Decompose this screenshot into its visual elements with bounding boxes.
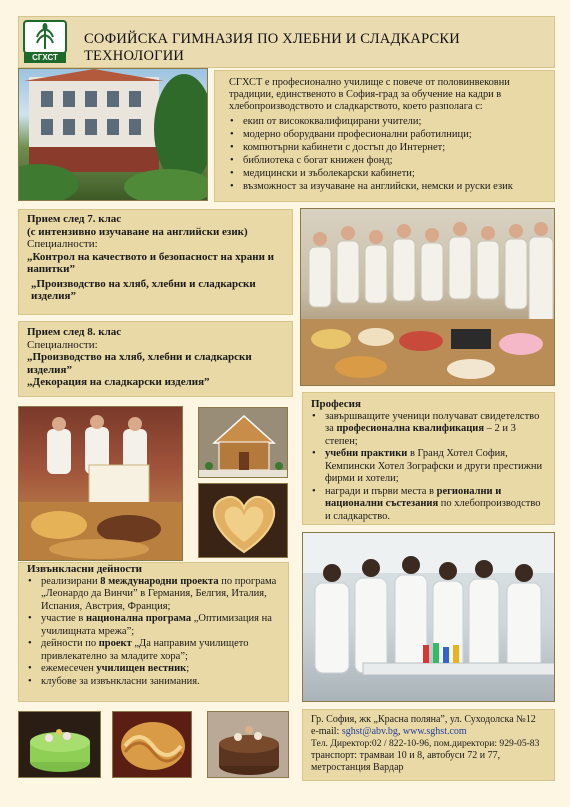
- admission-8-panel: [18, 321, 293, 397]
- list-item: • екип от висококвалифицирани учители;: [229, 115, 544, 128]
- item-text: в Гранд Хотел София, Кемпински Хотел Зографски и други престижни фирми и хотели;: [325, 448, 543, 484]
- extracurricular-title: Извънкласни дейности: [27, 563, 142, 575]
- email-line: e-mail: sghst@abv.bg, www.sghst.com: [311, 726, 467, 737]
- list-item: • библиотека с богат книжен фонд;: [229, 154, 544, 167]
- specialty-1: „Производство на хляб, хлебни и сладкарски изделия”: [27, 351, 252, 376]
- list-item: [27, 663, 280, 676]
- item-bold: проект: [98, 638, 132, 649]
- heart-cake-photo: [198, 483, 288, 558]
- list-item: [311, 411, 546, 449]
- metro: метростанция Вардар: [311, 762, 404, 773]
- list-item: [27, 638, 280, 663]
- list-item: • модерно оборудвани професионални работилници;: [229, 128, 544, 141]
- contacts-panel: [302, 709, 555, 781]
- email-link[interactable]: sghst@abv.bg: [341, 726, 398, 737]
- item-text: дейности по: [41, 638, 99, 649]
- list-item: [311, 448, 546, 486]
- item-text: награди и първи места в: [325, 485, 437, 497]
- website-link[interactable]: www.sghst.com: [402, 726, 467, 737]
- admission-7-subtitle: (с интензивно изучаване на английски език): [27, 225, 248, 238]
- profession-title: Професия: [311, 398, 361, 410]
- school-building-photo: [18, 68, 208, 201]
- item-bold: национална програма: [85, 613, 192, 624]
- item-bold: училищен вестник: [96, 663, 187, 674]
- item-bold: 8 международни проекта: [100, 575, 219, 587]
- email-label: e-mail:: [311, 726, 342, 737]
- green-cake-photo: [18, 711, 101, 778]
- item-text: – 2 и 3 степен;: [325, 423, 516, 447]
- intro-list: [229, 115, 544, 193]
- list-item: • медицински и зъболекарски кабинети;: [229, 167, 544, 180]
- item-text: по хлебопроизводство и сладкарство.: [325, 498, 541, 522]
- list-item: • клубове за извънкласни занимания.: [27, 676, 280, 689]
- page-title: СОФИЙСКА ГИМНАЗИЯ ПО ХЛЕБНИ И СЛАДКАРСКИ ТЕХНОЛОГИИ: [84, 31, 460, 64]
- transport: транспорт: трамваи 10 и 8, автобуси 72 и 77,: [311, 750, 501, 761]
- list-item: [27, 576, 280, 614]
- extracurricular-list: [27, 576, 280, 689]
- pastry-photo: [112, 711, 192, 778]
- profession-list: [311, 411, 546, 524]
- admission-7-title: Прием след 7. клас: [27, 213, 122, 225]
- list-item: • компютърни кабинети с достъп до Интернет;: [229, 141, 544, 154]
- award-exhibition-photo: [18, 406, 183, 561]
- list-item: • възможност за изучаване на английски, немски и руски език: [229, 180, 544, 193]
- chocolate-cake-photo: [207, 711, 289, 778]
- item-text: реализирани: [41, 575, 101, 587]
- list-item: [27, 613, 280, 638]
- specialties-label: Специалности:: [27, 338, 98, 351]
- list-item: [311, 486, 546, 524]
- school-logo: [22, 19, 68, 65]
- item-bold: професионална квалификация: [336, 423, 485, 434]
- extracurricular-panel: [18, 562, 289, 702]
- item-text: завършващите ученици получават свидетелство за: [325, 410, 540, 434]
- logo-text: СГХСТ: [32, 53, 58, 62]
- item-text: ;: [186, 663, 190, 674]
- admission-8-title: Прием след 8. клас: [27, 326, 122, 338]
- phones: Тел. Директор:02 / 822-10-96, пом.директори: 929-05-83: [311, 738, 540, 749]
- students-with-cakes-photo: [300, 208, 555, 386]
- admission-7-panel: [18, 209, 293, 315]
- students-in-lab-photo: [302, 532, 555, 702]
- gingerbread-house-photo: [198, 407, 288, 478]
- item-text: „Да направим училището привлекателно за младите хора”;: [41, 638, 249, 662]
- item-bold: учебни практики: [325, 448, 408, 459]
- specialty-2: „Декорация на сладкарски изделия”: [27, 376, 210, 388]
- item-bold: регионални и национални състезания: [325, 485, 502, 509]
- item-text: по програма „Леонардо да Винчи” в Германия, Белгия, Италия, Испания, Австрия, Франция;: [41, 575, 277, 612]
- intro-panel: [214, 70, 555, 202]
- specialty-1: „Контрол на качеството и безопасност на храни и напитки”: [27, 250, 274, 275]
- item-text: „Оптимизация на училищната мрежа”;: [41, 613, 272, 637]
- item-text: участие в: [41, 613, 86, 624]
- profession-panel: [302, 392, 555, 525]
- item-text: ежемесечен: [41, 663, 97, 674]
- address: Гр. София, жк „Красна поляна”, ул. Суходолска №12: [311, 714, 536, 725]
- intro-lead: СГХСТ е професионално училище с повече от половинвековни традиции, единственото в София-град за обучение на кадри в хлебопроизводството и сладкарството, което разполага с:: [229, 77, 510, 112]
- specialty-2: „Производство на хляб, хлебни и сладкарски изделия”: [31, 277, 256, 302]
- specialties-label: Специалности:: [27, 238, 98, 250]
